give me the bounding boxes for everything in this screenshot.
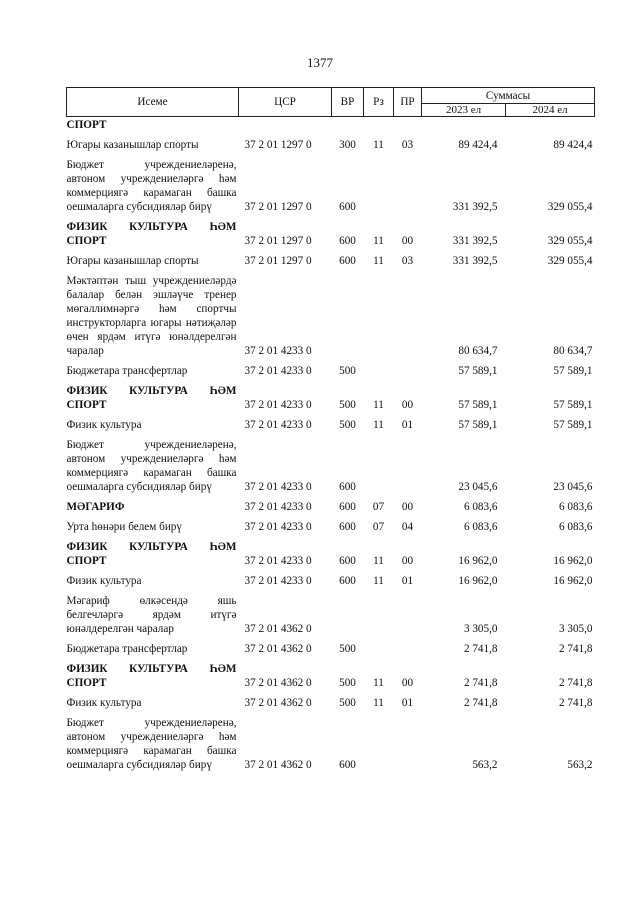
row-name: Урта һөнәри белем бирү	[66, 521, 182, 533]
row-vr: 500	[339, 365, 356, 377]
table-row	[67, 249, 595, 269]
row-amount-2023: 3 305,0	[463, 623, 498, 635]
row-vr: 600	[339, 201, 356, 213]
row-amount-2023: 80 634,7	[458, 345, 498, 357]
row-rz: 11	[373, 399, 384, 411]
row-amount-2023: 57 589,1	[458, 399, 498, 411]
header-pr: ПР	[394, 88, 422, 117]
row-vr: 500	[339, 697, 356, 709]
row-vr: 500	[339, 399, 356, 411]
row-rz: 07	[372, 501, 385, 513]
table-row	[67, 657, 595, 691]
row-name: ФИЗИК КУЛЬТУРА ҺӘМ СПОРТ	[66, 541, 237, 567]
row-pr	[394, 153, 422, 215]
row-amount-2023: 89 424,4	[458, 139, 498, 151]
row-amount-2023: 563,2	[472, 759, 498, 771]
table-row	[67, 359, 595, 379]
row-pr	[394, 117, 422, 134]
header-sums: Суммасы	[422, 88, 595, 104]
row-amount-2024: 80 634,7	[553, 345, 593, 357]
row-amount-2023: 16 962,0	[458, 555, 498, 567]
page-number: 1377	[307, 55, 333, 70]
row-rz: 11	[373, 575, 384, 587]
table-row	[67, 495, 595, 515]
table-row	[67, 691, 595, 711]
row-pr: 00	[401, 399, 414, 411]
row-amount-2024: 57 589,1	[553, 399, 593, 411]
row-pr: 03	[401, 139, 414, 151]
row-name: Мәгариф өлкәсендә яшь белгечләргә ярдәм итүгә юнәлдерелгән чаралар	[66, 595, 237, 635]
row-vr: 500	[339, 419, 356, 431]
row-vr	[332, 117, 364, 134]
row-vr: 600	[339, 235, 356, 247]
row-rz	[364, 637, 394, 657]
row-csr: 37 2 01 4233 0	[244, 481, 312, 493]
row-amount-2024: 3 305,0	[558, 623, 593, 635]
row-amount-2023: 331 392,5	[452, 201, 498, 213]
row-name: Бюджетара трансфертлар	[66, 643, 188, 655]
row-vr: 600	[339, 501, 356, 513]
row-vr: 600	[339, 575, 356, 587]
row-csr: 37 2 01 4233 0	[244, 575, 312, 587]
row-amount-2023: 331 392,5	[452, 235, 498, 247]
row-rz: 11	[373, 235, 384, 247]
row-rz	[364, 359, 394, 379]
row-pr	[394, 433, 422, 495]
row-amount-2024: 329 055,4	[547, 235, 593, 247]
row-rz	[364, 711, 394, 773]
row-csr: 37 2 01 4362 0	[244, 643, 312, 655]
row-amount-2024: 2 741,8	[558, 697, 593, 709]
row-amount-2024: 89 424,4	[553, 139, 593, 151]
table-row	[67, 413, 595, 433]
row-csr: 37 2 01 4233 0	[244, 399, 312, 411]
table-body	[67, 117, 595, 774]
row-vr: 500	[339, 643, 356, 655]
row-csr: 37 2 01 4233 0	[244, 501, 312, 513]
row-rz: 11	[373, 677, 384, 689]
row-name: Физик культура	[66, 697, 142, 709]
row-vr: 600	[339, 521, 356, 533]
row-amount-2024: 563,2	[567, 759, 593, 771]
row-csr: 37 2 01 4362 0	[244, 697, 312, 709]
row-amount-2023: 57 589,1	[458, 419, 498, 431]
row-amount-2024: 2 741,8	[558, 677, 593, 689]
row-name: Бюджет учреждениеләренә, автоном учреждениеләргә һәм коммерциягә карамаган башка оешмаларга субсидияләр бирү	[66, 159, 237, 213]
table-row	[67, 433, 595, 495]
header-csr: ЦСР	[239, 88, 332, 117]
row-vr: 500	[339, 677, 356, 689]
row-csr: 37 2 01 4233 0	[244, 419, 312, 431]
row-amount-2023: 6 083,6	[463, 501, 498, 513]
row-pr: 01	[401, 575, 414, 587]
row-pr	[394, 359, 422, 379]
row-amount-2023: 2 741,8	[463, 677, 498, 689]
row-rz	[364, 269, 394, 359]
row-name: Бюджет учреждениеләренә, автоном учреждениеләргә һәм коммерциягә карамаган башка оешмаларга субсидияләр бирү	[66, 439, 237, 493]
table-row	[67, 153, 595, 215]
row-amount-2024: 57 589,1	[553, 365, 593, 377]
row-amount-2024: 57 589,1	[553, 419, 593, 431]
row-rz	[364, 433, 394, 495]
row-amount-2024: 2 741,8	[558, 643, 593, 655]
row-csr: 37 2 01 1297 0	[244, 255, 312, 267]
row-csr: 37 2 01 4362 0	[244, 677, 312, 689]
table-row	[67, 711, 595, 773]
row-rz	[364, 589, 394, 637]
row-vr: 600	[339, 255, 356, 267]
row-csr: 37 2 01 4233 0	[244, 365, 312, 377]
row-pr	[394, 711, 422, 773]
row-amount-2023: 331 392,5	[452, 255, 498, 267]
row-pr: 03	[401, 255, 414, 267]
row-name: Бюджетара трансфертлар	[66, 365, 188, 377]
row-rz: 11	[373, 255, 384, 267]
row-pr: 01	[401, 419, 414, 431]
row-vr	[332, 589, 364, 637]
row-csr: 37 2 01 4233 0	[244, 345, 312, 357]
row-csr: 37 2 01 1297 0	[244, 139, 312, 151]
row-amount-2023	[422, 117, 506, 134]
row-amount-2024: 6 083,6	[558, 521, 593, 533]
row-pr: 00	[401, 235, 414, 247]
row-name: Югары казанышлар спорты	[66, 255, 199, 267]
row-pr: 04	[401, 521, 414, 533]
header-vr: ВР	[332, 88, 364, 117]
row-vr: 600	[339, 555, 356, 567]
row-amount-2024: 329 055,4	[547, 255, 593, 267]
row-name: ФИЗИК КУЛЬТУРА ҺӘМ СПОРТ	[66, 221, 237, 247]
row-amount-2023: 57 589,1	[458, 365, 498, 377]
row-csr: 37 2 01 1297 0	[244, 235, 312, 247]
row-rz: 11	[373, 419, 384, 431]
table-row	[67, 569, 595, 589]
row-amount-2024: 16 962,0	[553, 555, 593, 567]
row-name: Бюджет учреждениеләренә, автоном учреждениеләргә һәм коммерциягә карамаган башка оешмаларга субсидияләр бирү	[66, 717, 237, 771]
row-amount-2023: 2 741,8	[463, 643, 498, 655]
row-rz	[364, 117, 394, 134]
row-name: Физик культура	[66, 419, 142, 431]
row-name: Югары казанышлар спорты	[66, 139, 199, 151]
row-pr: 00	[401, 501, 414, 513]
row-name: ФИЗИК КУЛЬТУРА ҺӘМ СПОРТ	[66, 663, 237, 689]
row-rz: 11	[373, 555, 384, 567]
table-row	[67, 269, 595, 359]
header-rz: Рз	[364, 88, 394, 117]
row-rz: 07	[372, 521, 385, 533]
row-csr: 37 2 01 1297 0	[244, 201, 312, 213]
row-rz	[364, 153, 394, 215]
row-pr	[394, 589, 422, 637]
table-row	[67, 637, 595, 657]
table-row	[67, 133, 595, 153]
table-row	[67, 215, 595, 249]
row-vr	[332, 269, 364, 359]
row-pr: 01	[401, 697, 414, 709]
row-vr: 600	[339, 481, 356, 493]
row-pr	[394, 637, 422, 657]
row-name: ФИЗИК КУЛЬТУРА ҺӘМ СПОРТ	[66, 385, 237, 411]
row-amount-2024: 23 045,6	[553, 481, 593, 493]
row-vr: 600	[339, 759, 356, 771]
row-pr: 00	[401, 677, 414, 689]
header-year-2024: 2024 ел	[506, 104, 595, 117]
header-year-2023: 2023 ел	[422, 104, 506, 117]
table-row	[67, 379, 595, 413]
row-csr	[239, 117, 332, 134]
row-amount-2024: 16 962,0	[553, 575, 593, 587]
row-amount-2024	[506, 117, 595, 134]
row-pr: 00	[401, 555, 414, 567]
row-amount-2023: 2 741,8	[463, 697, 498, 709]
budget-table	[66, 87, 595, 773]
row-pr	[394, 269, 422, 359]
row-amount-2024: 6 083,6	[558, 501, 593, 513]
row-amount-2024: 329 055,4	[547, 201, 593, 213]
row-amount-2023: 23 045,6	[458, 481, 498, 493]
table-row	[67, 589, 595, 637]
row-name: Физик культура	[66, 575, 142, 587]
header-name: Исеме	[67, 88, 239, 117]
row-rz: 11	[373, 139, 384, 151]
row-csr: 37 2 01 4362 0	[244, 623, 312, 635]
row-name: МӘГАРИФ	[66, 501, 125, 513]
row-name: Мәктәптән тыш учреждениеләрдә балалар белән эшләүче тренер мөгаллимнәргә һәм спортчы инструкторларга югары нәтиҗәләр өчен ярдәм итүгә юнәлдерелгән чаралар	[66, 275, 237, 357]
row-amount-2023: 6 083,6	[463, 521, 498, 533]
row-csr: 37 2 01 4233 0	[244, 555, 312, 567]
row-rz: 11	[373, 697, 384, 709]
row-vr: 300	[339, 139, 356, 151]
table-row	[67, 535, 595, 569]
table-row	[67, 117, 595, 134]
row-csr: 37 2 01 4362 0	[244, 759, 312, 771]
table-row	[67, 515, 595, 535]
row-name: СПОРТ	[66, 119, 107, 131]
row-csr: 37 2 01 4233 0	[244, 521, 312, 533]
row-amount-2023: 16 962,0	[458, 575, 498, 587]
